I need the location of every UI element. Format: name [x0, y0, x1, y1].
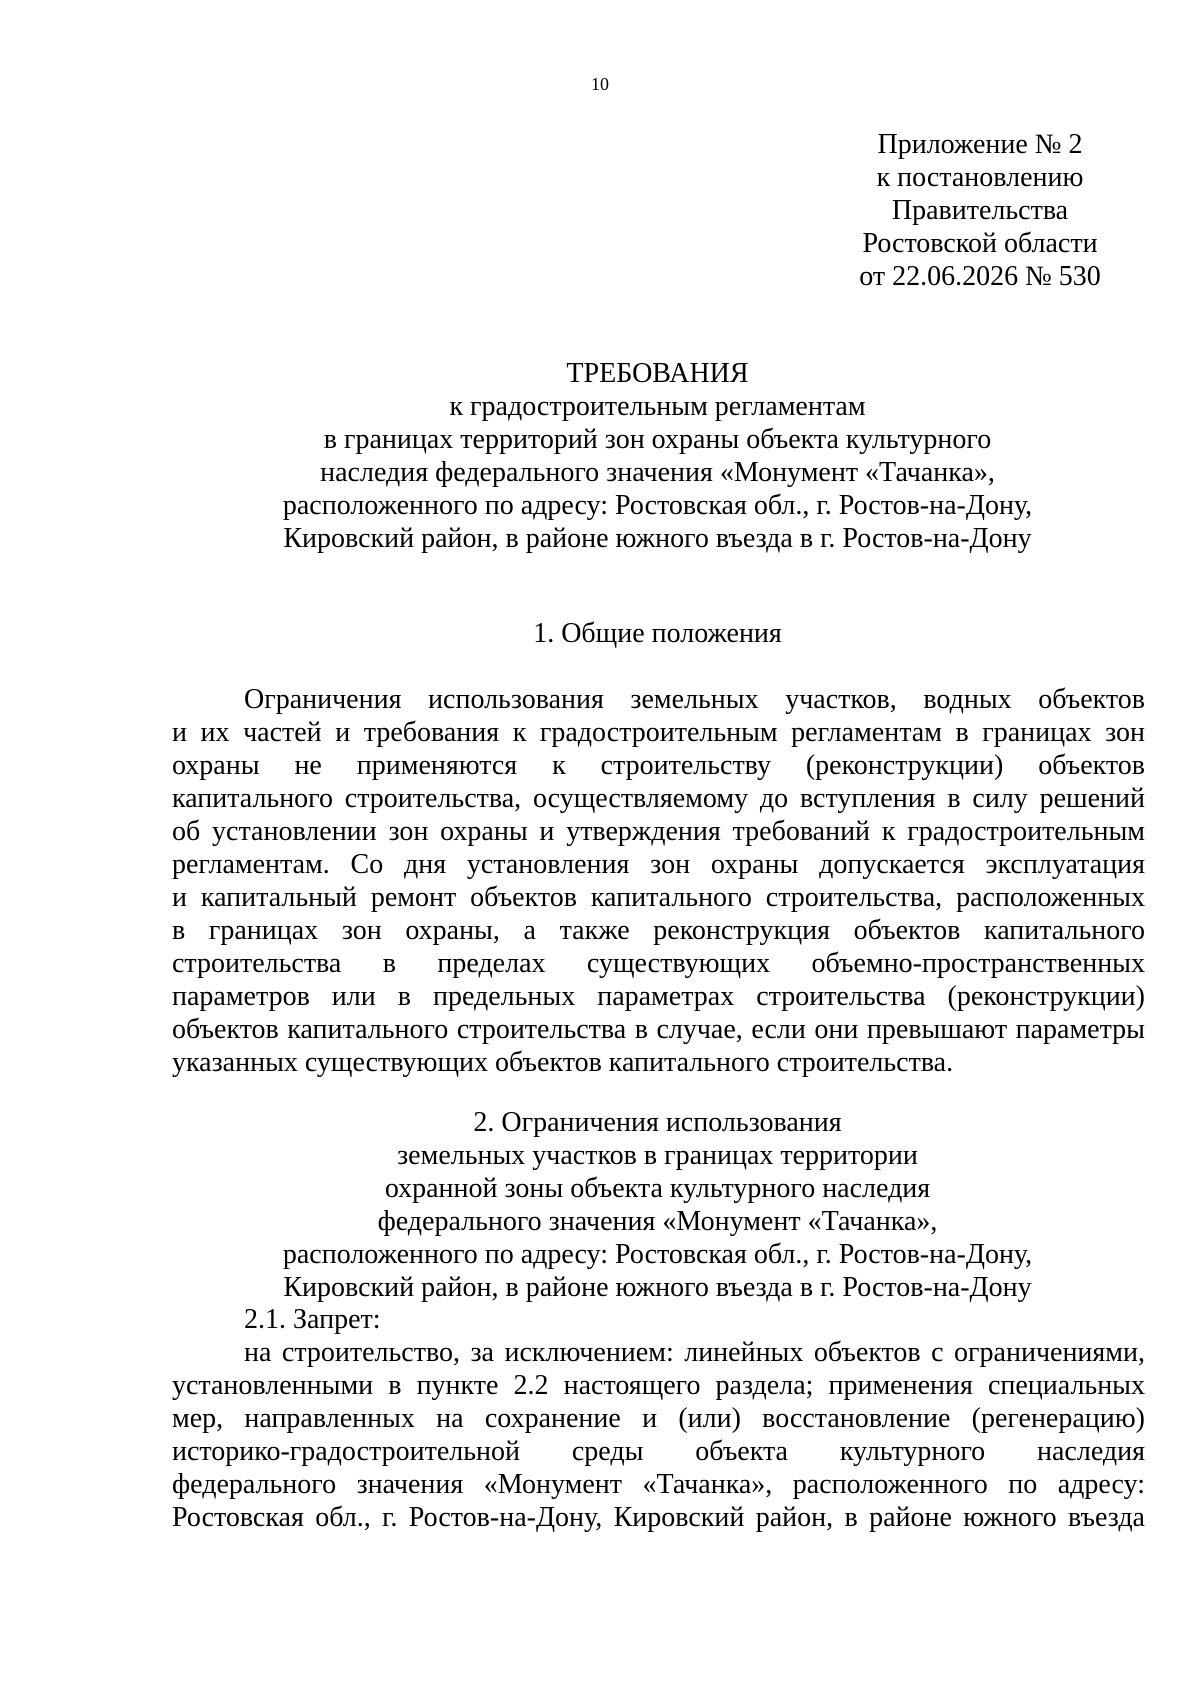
section-1-heading: [170, 617, 1145, 650]
section-heading-line: 2. Ограничения использования: [473, 1107, 842, 1138]
appendix-line: Ростовской области: [862, 228, 1098, 259]
paragraph-line: объектов капитального строительства в случае, если они превышают параметры: [172, 1014, 1145, 1045]
paragraph-line: об установлении зон охраны и утверждения требований к градостроительным: [172, 816, 1145, 847]
appendix-line: Приложение № 2: [877, 129, 1083, 160]
title-line: наследия федерального значения «Монумент «Тачанка»,: [320, 457, 995, 488]
paragraph-line: параметров или в предельных параметрах строительства (реконструкции): [172, 981, 1145, 1012]
paragraph-line: охраны не применяются к строительству (реконструкции) объектов: [172, 750, 1145, 781]
appendix-reference: [835, 128, 1125, 293]
paragraph-line: Ограничения использования земельных участков, водных объектов: [244, 684, 1145, 715]
section-heading-line: расположенного по адресу: Ростовская обл., г. Ростов-на-Дону,: [282, 1239, 1033, 1270]
title-line: Кировский район, в районе южного въезда в г. Ростов-на-Дону: [283, 523, 1032, 554]
paragraph-line: федерального значения «Монумент «Тачанка», расположенного по адресу:: [172, 1469, 1145, 1500]
paragraph-line: мер, направленных на сохранение и (или) восстановление (регенерацию): [172, 1403, 1145, 1434]
title-line: ТРЕБОВАНИЯ: [566, 358, 749, 389]
section-2-heading: [170, 1106, 1145, 1304]
section-1-paragraph: [172, 683, 1145, 1079]
paragraph-line: на строительство, за исключением: линейных объектов с ограничениями,: [244, 1337, 1145, 1368]
appendix-line: к постановлению: [876, 162, 1084, 193]
title-line: в границах территорий зон охраны объекта культурного: [323, 424, 992, 455]
item-2-1-heading: 2.1. Запрет:: [244, 1304, 381, 1335]
section-heading-line: 1. Общие положения: [533, 618, 782, 649]
item-2-1-paragraph: [172, 1336, 1145, 1534]
section-heading-line: охранной зоны объекта культурного наследия: [384, 1173, 931, 1204]
appendix-line: от 22.06.2026 № 530: [859, 261, 1101, 292]
paragraph-line: регламентам. Со дня установления зон охраны допускается эксплуатация: [172, 849, 1145, 880]
title-line: к градостроительным регламентам: [449, 391, 866, 422]
title-line: расположенного по адресу: Ростовская обл., г. Ростов-на-Дону,: [282, 490, 1033, 521]
paragraph-line: историко-градостроительной среды объекта культурного наследия: [172, 1436, 1145, 1467]
section-heading-line: земельных участков в границах территории: [397, 1140, 918, 1171]
paragraph-line: и их частей и требования к градостроительным регламентам в границах зон: [172, 717, 1145, 748]
section-heading-line: Кировский район, в районе южного въезда в г. Ростов-на-Дону: [283, 1272, 1032, 1303]
paragraph-line: строительства в пределах существующих объемно-пространственных: [172, 948, 1145, 979]
paragraph-line: в границах зон охраны, а также реконструкция объектов капитального: [172, 915, 1145, 946]
paragraph-line: указанных существующих объектов капитального строительства.: [172, 1047, 954, 1078]
section-heading-line: федерального значения «Монумент «Тачанка»,: [377, 1206, 938, 1237]
page-number: 10: [591, 74, 609, 94]
appendix-line: Правительства: [891, 195, 1069, 226]
paragraph-line: капитального строительства, осуществляемому до вступления в силу решений: [172, 783, 1145, 814]
paragraph-line: и капитальный ремонт объектов капитального строительства, расположенных: [172, 882, 1145, 913]
document-title: [170, 357, 1145, 555]
paragraph-line: установленными в пункте 2.2 настоящего раздела; применения специальных: [172, 1370, 1145, 1401]
paragraph-line: Ростовская обл., г. Ростов-на-Дону, Кировский район, в районе южного въезда: [172, 1502, 1145, 1533]
